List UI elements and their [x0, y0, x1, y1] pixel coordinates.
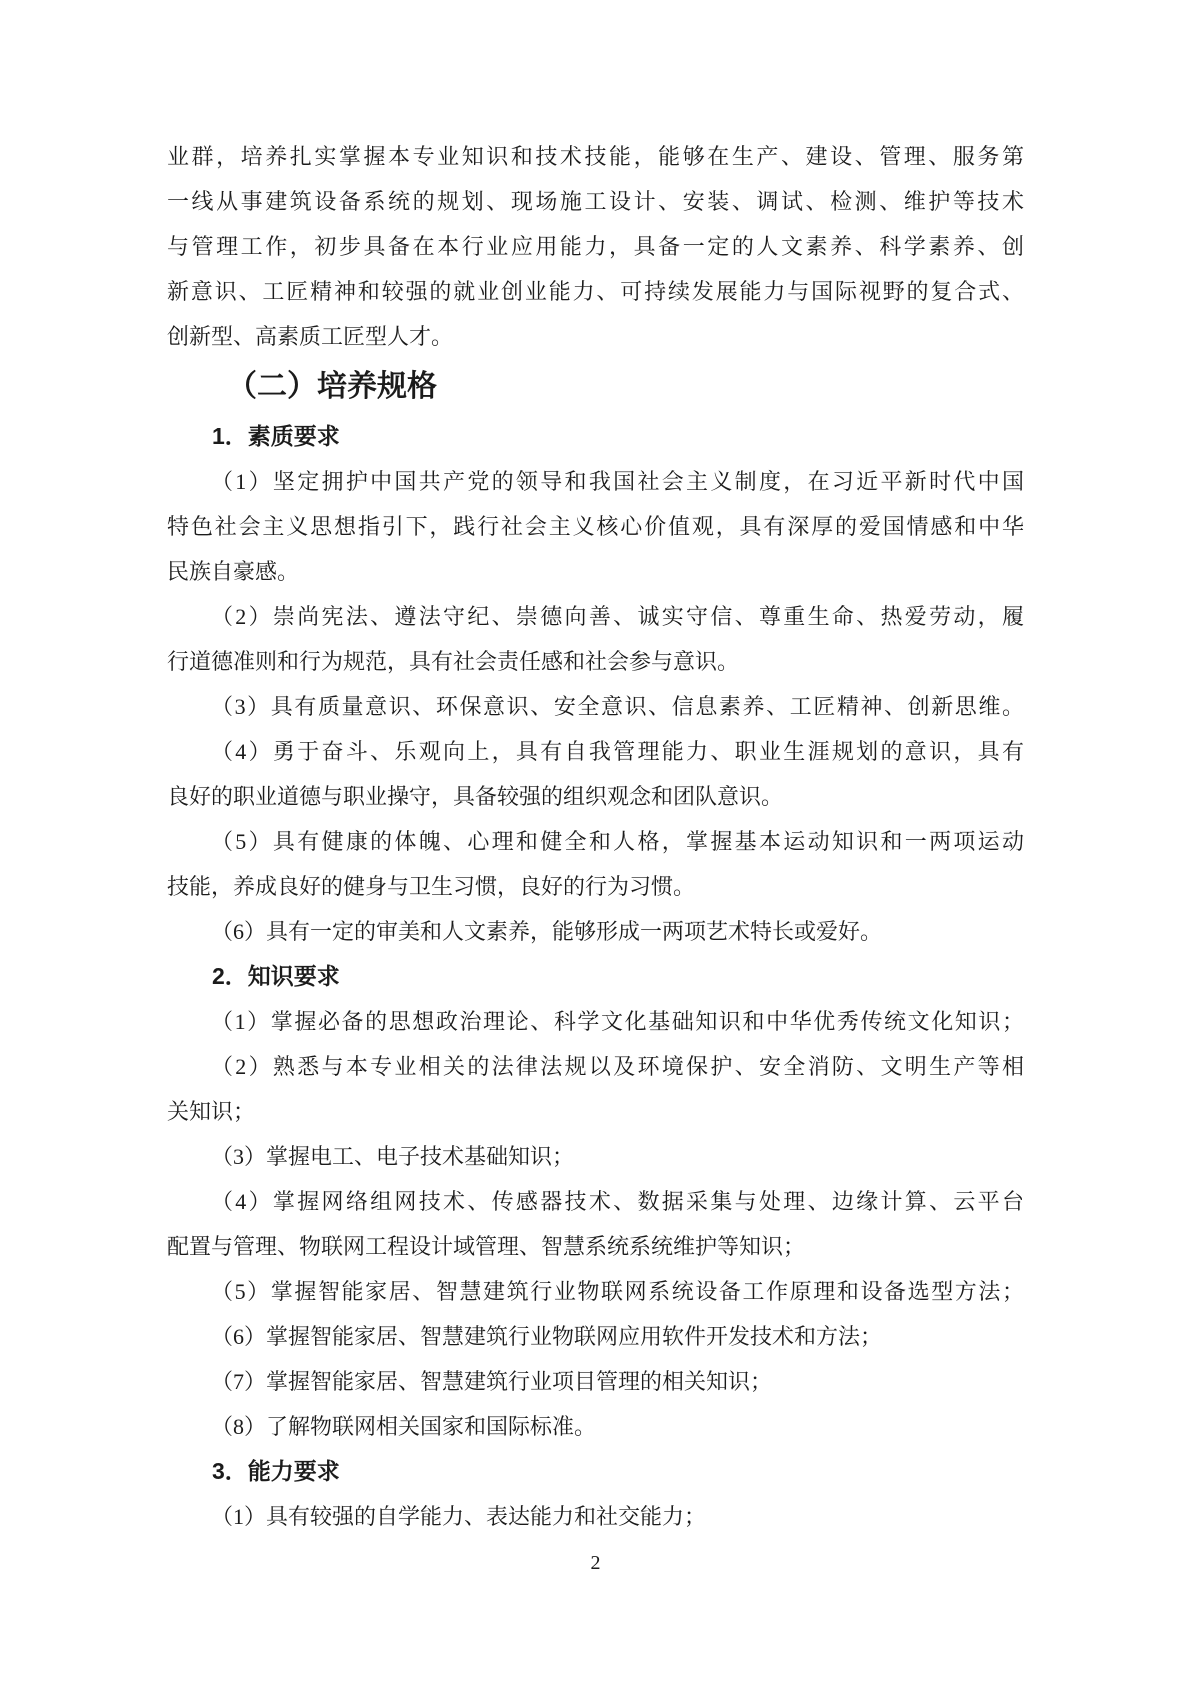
- text-line: 新意识、工匠精神和较强的就业创业能力、可持续发展能力与国际视野的复合式、: [167, 279, 1024, 304]
- text-line: （7）掌握智能家居、智慧建筑行业项目管理的相关知识；: [211, 1369, 773, 1394]
- sub-heading: 2．知识要求: [212, 963, 340, 989]
- text-line: （1）具有较强的自学能力、表达能力和社交能力；: [211, 1504, 707, 1529]
- text-line: （8）了解物联网相关国家和国际标准。: [211, 1414, 597, 1439]
- section-heading: （二）培养规格: [227, 370, 437, 403]
- sub-heading: 3．能力要求: [212, 1458, 340, 1484]
- text-line: 一线从事建筑设备系统的规划、现场施工设计、安装、调试、检测、维护等技术: [167, 189, 1024, 214]
- page-number: 2: [590, 1552, 601, 1574]
- text-line: （5）掌握智能家居、智慧建筑行业物联网系统设备工作原理和设备选型方法；: [211, 1279, 1024, 1304]
- text-line: 业群，培养扎实掌握本专业知识和技术技能，能够在生产、建设、管理、服务第: [167, 144, 1024, 169]
- text-line: （1）掌握必备的思想政治理论、科学文化基础知识和中华优秀传统文化知识；: [211, 1009, 1024, 1034]
- sub-heading: 1．素质要求: [212, 423, 340, 449]
- text-line: 特色社会主义思想指引下，践行社会主义核心价值观，具有深厚的爱国情感和中华: [167, 514, 1024, 539]
- text-line: （3）具有质量意识、环保意识、安全意识、信息素养、工匠精神、创新思维。: [211, 694, 1024, 719]
- text-line: （1）坚定拥护中国共产党的领导和我国社会主义制度，在习近平新时代中国: [211, 469, 1024, 494]
- text-line: 配置与管理、物联网工程设计域管理、智慧系统系统维护等知识；: [167, 1234, 806, 1259]
- text-line: （6）掌握智能家居、智慧建筑行业物联网应用软件开发技术和方法；: [211, 1324, 883, 1349]
- text-line: （6）具有一定的审美和人文素养，能够形成一两项艺术特长或爱好。: [211, 919, 883, 944]
- text-line: （3）掌握电工、电子技术基础知识；: [211, 1144, 575, 1169]
- text-line: 技能，养成良好的健身与卫生习惯，良好的行为习惯。: [167, 874, 696, 899]
- text-line: （2）熟悉与本专业相关的法律法规以及环境保护、安全消防、文明生产等相: [211, 1054, 1024, 1079]
- document-body: [167, 134, 1024, 1539]
- text-line: 与管理工作，初步具备在本行业应用能力，具备一定的人文素养、科学素养、创: [167, 234, 1024, 259]
- text-line: 民族自豪感。: [167, 559, 300, 584]
- text-line: （5）具有健康的体魄、心理和健全和人格，掌握基本运动知识和一两项运动: [211, 829, 1024, 854]
- text-line: （4）勇于奋斗、乐观向上，具有自我管理能力、职业生涯规划的意识，具有: [211, 739, 1024, 764]
- text-line: 良好的职业道德与职业操守，具备较强的组织观念和团队意识。: [167, 784, 784, 809]
- text-line: 关知识；: [167, 1099, 256, 1124]
- text-line: 行道德准则和行为规范，具有社会责任感和社会参与意识。: [167, 649, 740, 674]
- text-line: （4）掌握网络组网技术、传感器技术、数据采集与处理、边缘计算、云平台: [211, 1189, 1024, 1214]
- text-line: 创新型、高素质工匠型人才。: [167, 324, 454, 349]
- text-line: （2）崇尚宪法、遵法守纪、崇德向善、诚实守信、尊重生命、热爱劳动，履: [211, 604, 1024, 629]
